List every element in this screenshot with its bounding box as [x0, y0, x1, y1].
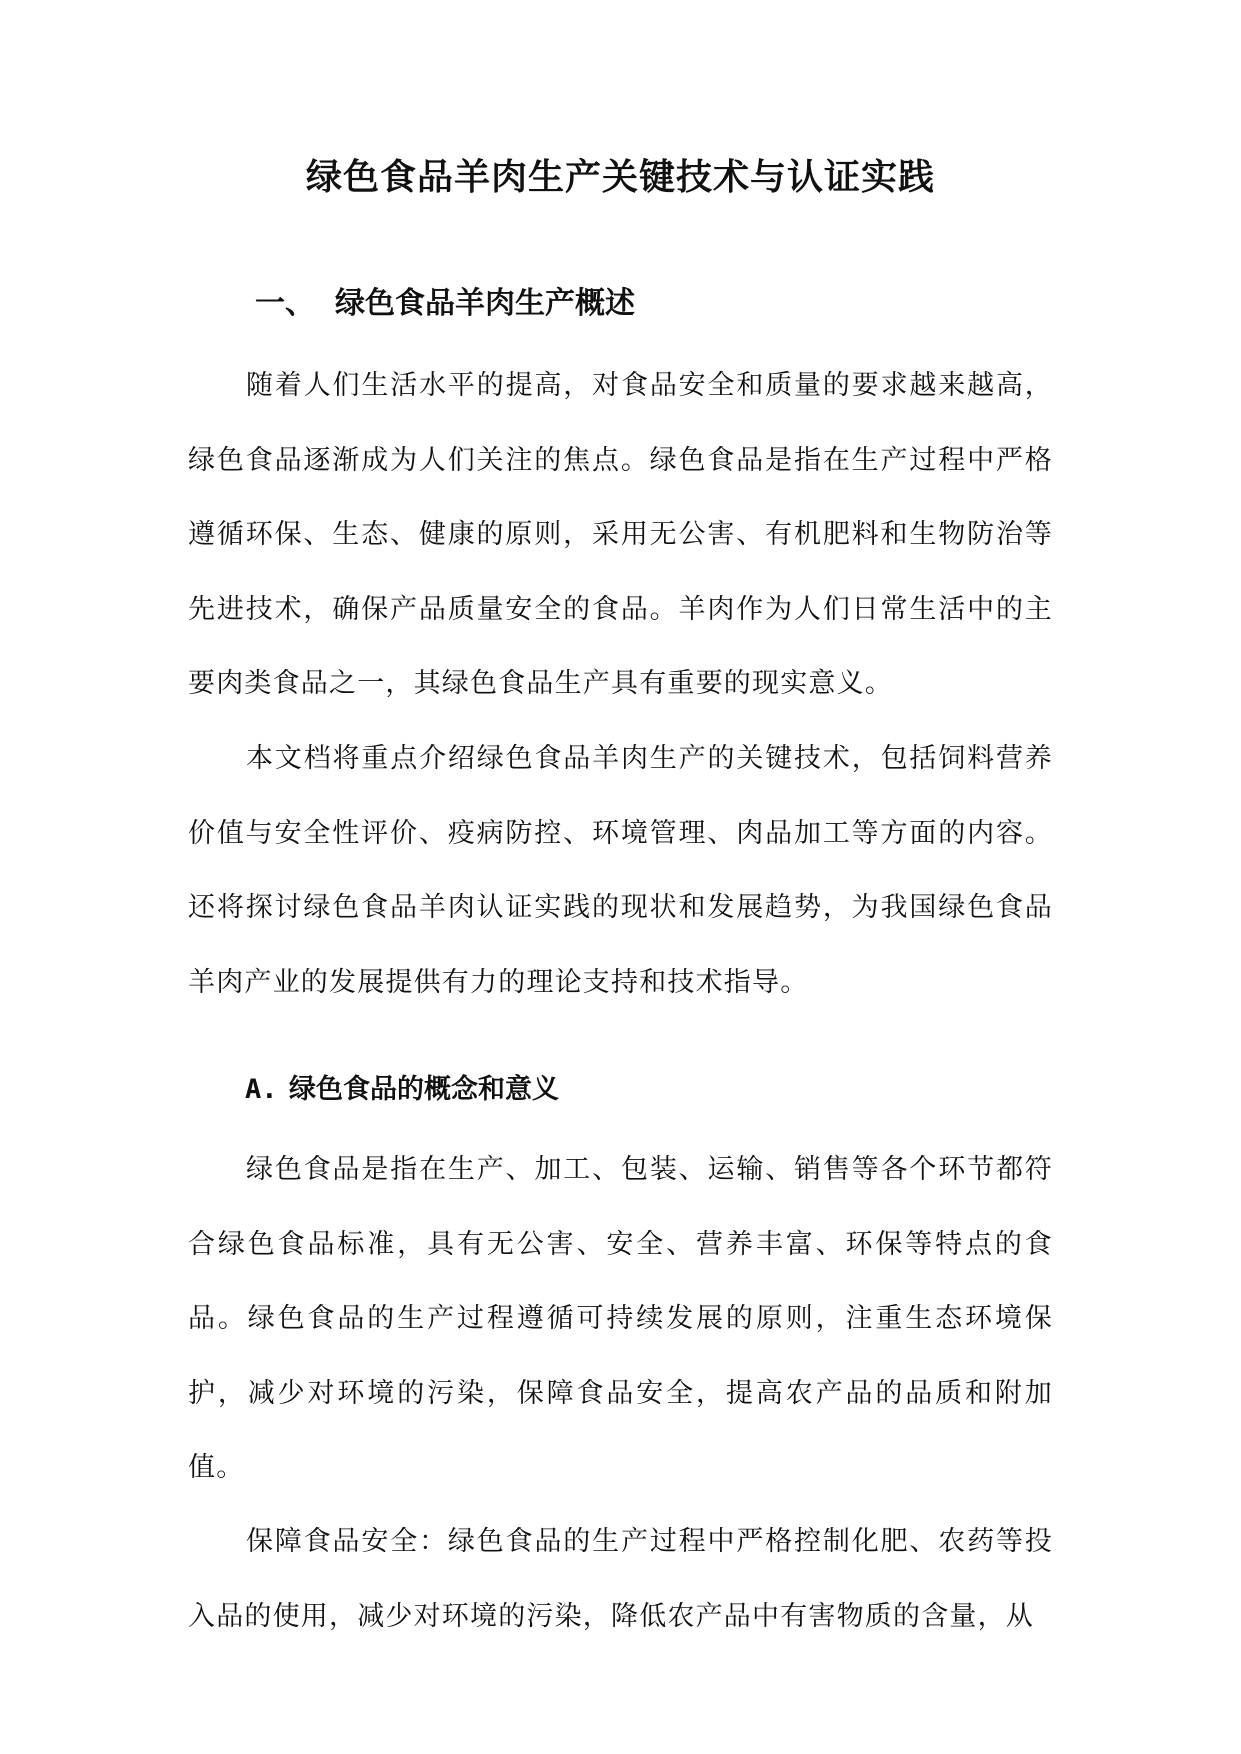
- section-number: 一、: [255, 286, 315, 321]
- subsection-title: 绿色食品的概念和意义: [289, 1074, 559, 1105]
- section-title: 绿色食品羊肉生产概述: [335, 286, 635, 321]
- subsection-heading: [245, 1070, 559, 1110]
- document-title: 绿色食品羊肉生产关键技术与认证实践: [305, 156, 935, 198]
- paragraph-definition: 绿色食品是指在生产、加工、包装、运输、销售等各个环节都符合绿色食品标准，具有无公害、安全、营养丰富、环保等特点的食品。绿色食品的生产过程遵循可持续发展的原则，注重生态环境保护，减少对环境的污染，保障食品安全，提高农产品的品质和附加值。: [188, 1154, 1053, 1483]
- paragraph-intro: 随着人们生活水平的提高，对食品安全和质量的要求越来越高，绿色食品逐渐成为人们关注的焦点。绿色食品是指在生产过程中严格遵循环保、生态、健康的原则，采用无公害、有机肥料和生物防治等先进技术，确保产品质量安全的食品。羊肉作为人们日常生活中的主要肉类食品之一，其绿色食品生产具有重要的现实意义。: [188, 370, 1053, 699]
- paragraph-food-safety: 保障食品安全：绿色食品的生产过程中严格控制化肥、农药等投入品的使用，减少对环境的污染，降低农产品中有害物质的含量，从: [188, 1526, 1053, 1632]
- section-heading: [255, 282, 635, 326]
- paragraph-scope: 本文档将重点介绍绿色食品羊肉生产的关键技术，包括饲料营养价值与安全性评价、疫病防控、环境管理、肉品加工等方面的内容。还将探讨绿色食品羊肉认证实践的现状和发展趋势，为我国绿色食品羊肉产业的发展提供有力的理论支持和技术指导。: [188, 743, 1053, 998]
- subsection-number: A.: [245, 1074, 278, 1105]
